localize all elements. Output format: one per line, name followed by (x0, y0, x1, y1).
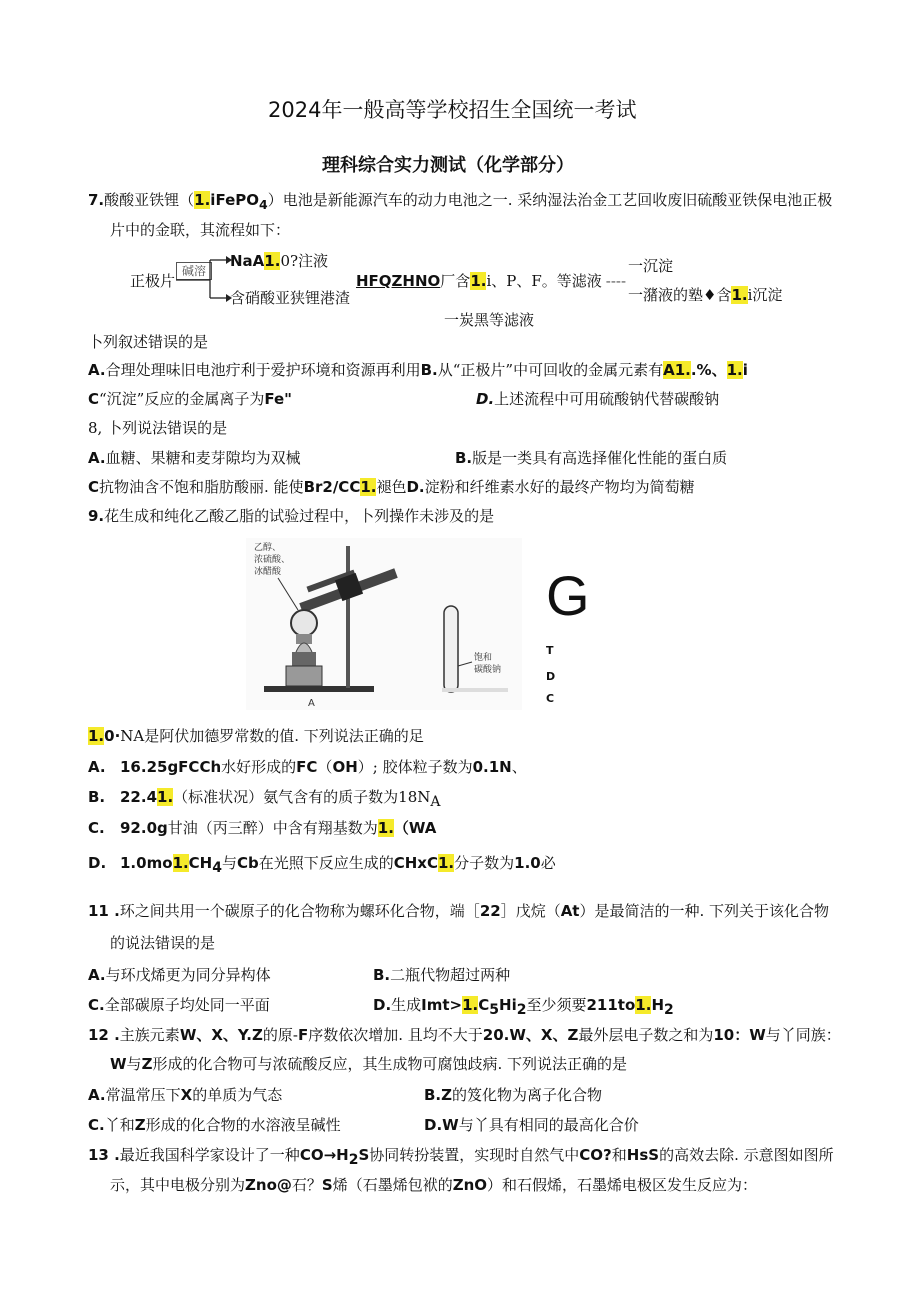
q12-b-text: 的笈化物为离子化合物 (452, 1086, 603, 1104)
q10-c-text: 甘油（丙三醉）中含有翔基数为 (167, 819, 378, 837)
flow-arrows (176, 252, 236, 304)
q10-d-b2: CH (188, 854, 213, 872)
q10-a-b1: 16.25gFCCh (120, 758, 222, 776)
q8-c-tail: 褪色 (376, 478, 407, 496)
q11-c-text: 全部碳原子均处同一平面 (104, 996, 270, 1014)
q11-c-label: C. (88, 996, 105, 1014)
flow-mid-pre: HFQZHNO (356, 272, 441, 290)
q13-b1: CO→H (299, 1146, 349, 1164)
q12-c-b: Z (134, 1116, 146, 1134)
apparatus-label-2: 浓硫酸、 (254, 555, 291, 565)
q12-a-t1: 常温常压下 (105, 1086, 181, 1104)
q12-b2: F (297, 1026, 309, 1044)
flow-r2-post: i沉淀 (747, 286, 783, 304)
q11-stem (88, 901, 829, 921)
flow-top-branch (230, 251, 328, 271)
q10-a-b2: FC (296, 758, 318, 776)
q13-l2-b1: Zno@ (245, 1176, 292, 1194)
q11-a-text: 与环戊烯更为同分异构体 (105, 966, 271, 984)
q12-a-label: A. (88, 1086, 106, 1104)
flow-r2 (628, 285, 782, 305)
q7-stem: 卜列叙述错误的是 (88, 333, 209, 351)
q8-option-b (455, 448, 727, 468)
q7-option-d (476, 389, 719, 409)
q13-t2: 协同转扮装置，实现时自然气中 (369, 1146, 580, 1164)
q11-option-c (88, 995, 270, 1015)
q10-d-hl: 1. (172, 854, 189, 872)
apparatus-label-3: 冰醋酸 (254, 567, 282, 577)
flow-below: 一炭黑等滤液 (444, 311, 535, 329)
q10-a-t1: 水好形成的 (221, 758, 297, 776)
q11-d-hl: 1. (462, 996, 479, 1014)
q10-option-b (88, 787, 441, 812)
q10-d-t2: 在光照下反应生成的 (258, 854, 394, 872)
q7-c-text: “沉淀”反应的金属离子为 (99, 390, 265, 408)
q7-a-text: 合理处理味旧电池疔利于爱护环境和资源再利用 (105, 361, 421, 379)
flow-dash: ---- (605, 272, 627, 290)
q10-d-t1: 与 (221, 854, 237, 872)
q10-a-t2: （ (317, 758, 333, 776)
q11-d-b3: Hi (499, 996, 517, 1014)
q12-b-label: B.Z (424, 1086, 453, 1104)
q7-b-hl1: A1. (663, 361, 691, 379)
q10-d-b1: 1.0mo (120, 854, 173, 872)
q11-t2: ］戊烷（ (500, 902, 561, 920)
q13-b1b: S (358, 1146, 370, 1164)
q9-stem (88, 506, 494, 526)
q8-b-label: B. (455, 449, 473, 467)
q12-b3: 20.W、X、Z (482, 1026, 579, 1044)
q7-formula: iFePO (210, 191, 259, 209)
flow-top-hl: 1. (264, 252, 281, 270)
flow-r2-hl: 1. (731, 286, 748, 304)
q12-l2-t1: 与 (126, 1055, 142, 1073)
q12-c-label: C. (88, 1116, 105, 1134)
q10-c-b2: （WA (393, 819, 437, 837)
q10-a-label: A. (88, 758, 106, 776)
q11-b-text: 二瓶代物超过两种 (390, 966, 511, 984)
q13-stem (88, 1145, 834, 1170)
q10-option-c (88, 818, 436, 838)
q10-d-b3: Cb (236, 854, 259, 872)
flow-mid (356, 271, 626, 291)
q7-b-text: 从“正极片”中可回收的金属元素有 (437, 361, 664, 379)
q12-a-b: X (180, 1086, 193, 1104)
q10-b-label: B. (88, 788, 106, 806)
q13-b2: CO? (579, 1146, 612, 1164)
q7-d-label: D. (476, 390, 495, 408)
flow-top-pre: NaA (230, 252, 265, 270)
q8-option-a (88, 448, 301, 468)
q9-apparatus-figure (246, 538, 522, 710)
q9-big-letter: G (546, 564, 590, 627)
q7-d-text: 上述流程中可用硫酸钠代替碳酸钠 (494, 390, 720, 408)
q12-t3: 序数依次增加. 且均不大于 (308, 1026, 483, 1044)
q11-d-hl2: 1. (635, 996, 652, 1014)
q10-b-text: （标准状况）氨气含有的质子数为18N (173, 788, 431, 806)
q10-c-b1: 92.0g (120, 819, 168, 837)
q7-text-a: 酸酸亚铁锂（ (104, 191, 195, 209)
q13-l2-t1: 示，其中电极分别为 (110, 1176, 246, 1194)
q12-c-t1: 丫和 (104, 1116, 135, 1134)
flow-top-post: 0?注液 (280, 252, 329, 270)
q12-number: 12 . (88, 1026, 120, 1044)
apparatus-label-1: 乙醇、 (254, 543, 282, 553)
q12-stem-line2 (110, 1054, 627, 1074)
q10-c-label: C. (88, 819, 105, 837)
tube-label-1: 饱和 (474, 653, 493, 663)
q11-d-b2: C (478, 996, 490, 1014)
q11-number: 11 . (88, 902, 120, 920)
q10-c-hl: 1. (377, 819, 394, 837)
q10-b-sub: A (430, 794, 441, 810)
tube-label-2: 碳酸钠 (474, 665, 502, 675)
q12-option-c (88, 1115, 341, 1135)
q10-a-t4: 、 (511, 758, 527, 776)
q13-t1: 最近我国科学家设计了一种 (119, 1146, 300, 1164)
q13-t3: 和 (611, 1146, 627, 1164)
q12-c-t2: 形成的化合物的水溶液呈碱性 (145, 1116, 341, 1134)
q12-option-d (424, 1115, 639, 1135)
q11-t1: 环之间共用一个碳原子的化合物称为螺环化合物，端［ (119, 902, 480, 920)
q11-option-d (373, 995, 674, 1020)
q10-number: 0· (104, 727, 121, 745)
q12-t1: 主族元素 (119, 1026, 180, 1044)
q13-t4: 的高效去除. 示意图如图所 (659, 1146, 834, 1164)
q8-c-hl: 1. (360, 478, 377, 496)
q7-c-formula: Fe" (264, 390, 292, 408)
q7-a-label: A. (88, 361, 106, 379)
apparatus-caption: A (308, 698, 315, 709)
flow-start: 正极片 (130, 272, 176, 290)
flow-step-label: 碱溶 (181, 264, 206, 278)
q10-a-b4: 0.1N (472, 758, 512, 776)
q11-stem-line2: 的说法错误的是 (110, 934, 216, 952)
q7-b-tail: i (742, 361, 748, 379)
q13-l2-b3: ZnO (452, 1176, 488, 1194)
q10-stem (88, 726, 424, 746)
page-title: 2024年一般高等学校招生全国统一考试 (268, 98, 637, 122)
q11-d-b1: Imt> (421, 996, 463, 1014)
flow-bottom-branch: 含硝酸亚狭锂港渣 (230, 289, 351, 307)
flow-r2-pre: 一潴液的塾♦含 (628, 286, 732, 304)
q7-b-hl2: 1. (726, 361, 743, 379)
q10-d-label: D. (88, 854, 107, 872)
flow-r1: 一沉淀 (628, 257, 674, 275)
q10-option-d (88, 853, 556, 878)
q8-c-text: 抗物油含不饱和脂肪酸丽. 能使 (99, 478, 304, 496)
q12-d-label: D.W (424, 1116, 459, 1134)
q10-option-a (88, 757, 527, 777)
q7-c-label: C (88, 390, 100, 408)
q7-text-b: ）电池是新能源汽车的动力电池之一. 采纳湿法治金工艺回收废旧硫酸亚铁保电池正极 (267, 191, 833, 209)
q9-side-letter-c: C (546, 692, 555, 705)
flow-mid-hl: 1. (470, 272, 487, 290)
q13-number: 13 . (88, 1146, 120, 1164)
q12-option-a (88, 1085, 282, 1105)
q12-d-text: 与丫具有相同的最高化合价 (458, 1116, 639, 1134)
page-subtitle: 理科综合实力测试（化学部分） (322, 155, 574, 176)
q11-d-sub: 5 (489, 1002, 500, 1018)
q10-b-b1: 22.4 (120, 788, 158, 806)
q8-stem: 8, 卜列说法错误的是 (88, 419, 228, 437)
q8-a-label: A. (88, 449, 106, 467)
q11-d-b5: H (651, 996, 664, 1014)
q10-d-sub: 4 (212, 860, 222, 876)
q9-text: 花生成和纯化乙酸乙脂的试验过程中，卜列操作未涉及的是 (104, 507, 495, 525)
q10-b-hl: 1. (157, 788, 174, 806)
q11-option-a (88, 965, 271, 985)
q11-t3: ）是最简洁的一种. 下列关于该化合物 (579, 902, 830, 920)
q7-number: 7. (88, 191, 105, 209)
q11-option-b (373, 965, 510, 985)
q10-hl: 1. (88, 727, 105, 745)
q11-d-t2: 至少须要 (526, 996, 587, 1014)
q13-l2-b2: S (321, 1176, 333, 1194)
q12-b1: W、X、Y.Z (179, 1026, 263, 1044)
q12-option-b (424, 1085, 602, 1105)
q11-b2: At (560, 902, 580, 920)
q8-c-formula: Br2/CC (303, 478, 361, 496)
q10-d-hl2: 1. (438, 854, 455, 872)
q12-l2-b1: W (110, 1055, 127, 1073)
q13-l2-t3: 烯（石墨烯包袱的 (332, 1176, 453, 1194)
q10-d-b5: 1.0 (514, 854, 541, 872)
flow-mid-tail: i、P、F。等滤液 (486, 272, 602, 290)
q8-option-cd (88, 477, 695, 497)
q12-a-t2: 的单质为气态 (192, 1086, 283, 1104)
q10-text: NA是阿伏加德罗常数的值. 下列说法正确的足 (120, 727, 424, 745)
q12-t5: 与丫同族： (765, 1026, 841, 1044)
q13-l2-t2: 石？ (291, 1176, 322, 1194)
q11-d-sub2: 2 (516, 1002, 527, 1018)
q7-option-c (88, 389, 292, 409)
q9-number: 9. (88, 507, 105, 525)
q10-a-t3: ）; 胶体粒子数为 (357, 758, 473, 776)
q7-formula-sub: 4 (259, 197, 268, 212)
q10-d-t4: 必 (540, 854, 556, 872)
q8-c-label: C (88, 478, 100, 496)
q11-d-label: D. (373, 996, 392, 1014)
q7-b-label: B. (420, 361, 438, 379)
q12-b4: 10：W (713, 1026, 766, 1044)
q9-side-letter-t: T (546, 644, 554, 657)
q12-l2-b2: Z (141, 1055, 153, 1073)
q12-t4: 最外层电子数之和为 (578, 1026, 714, 1044)
q7-b-mid: .%、 (690, 361, 727, 379)
q12-t2: 的原- (262, 1026, 298, 1044)
flow-mid-post: 厂含 (440, 272, 471, 290)
q12-stem (88, 1025, 841, 1045)
q7-line2: 片中的金联，其流程如下： (110, 221, 291, 239)
q10-d-b4: CHxC (393, 854, 438, 872)
q8-a-text: 血糖、果糖和麦芽隙均为双械 (105, 449, 301, 467)
q13-stem-line2 (110, 1175, 757, 1195)
q8-d-label: D. (406, 478, 425, 496)
q8-d-text: 淀粉和纤维素水好的最终产物均为简萄糖 (424, 478, 695, 496)
q9-side-letter-d: D (546, 670, 556, 683)
q11-b-label: B. (373, 966, 391, 984)
q10-a-b3: OH (332, 758, 358, 776)
q13-sub1: 2 (348, 1152, 359, 1168)
q7-line1 (88, 190, 832, 215)
q11-d-b4: 211to (586, 996, 636, 1014)
q11-d-sub3: 2 (664, 1002, 674, 1018)
q13-l2-t4: ）和石假烯，石墨烯电极区发生反应为： (487, 1176, 758, 1194)
q12-l2-t2: 形成的化合物可与浓硫酸反应，其生成物可腐蚀歧病. 下列说法正确的是 (152, 1055, 627, 1073)
q8-b-text: 版是一类具有高选择催化性能的蛋白质 (472, 449, 728, 467)
q11-a-label: A. (88, 966, 106, 984)
q13-b3: HsS (626, 1146, 660, 1164)
q11-b1: 22 (479, 902, 501, 920)
q11-d-t1: 生成 (391, 996, 422, 1014)
q7-hl: 1. (194, 191, 211, 209)
q10-d-t3: 分子数为 (454, 854, 515, 872)
q7-option-ab (88, 360, 748, 380)
